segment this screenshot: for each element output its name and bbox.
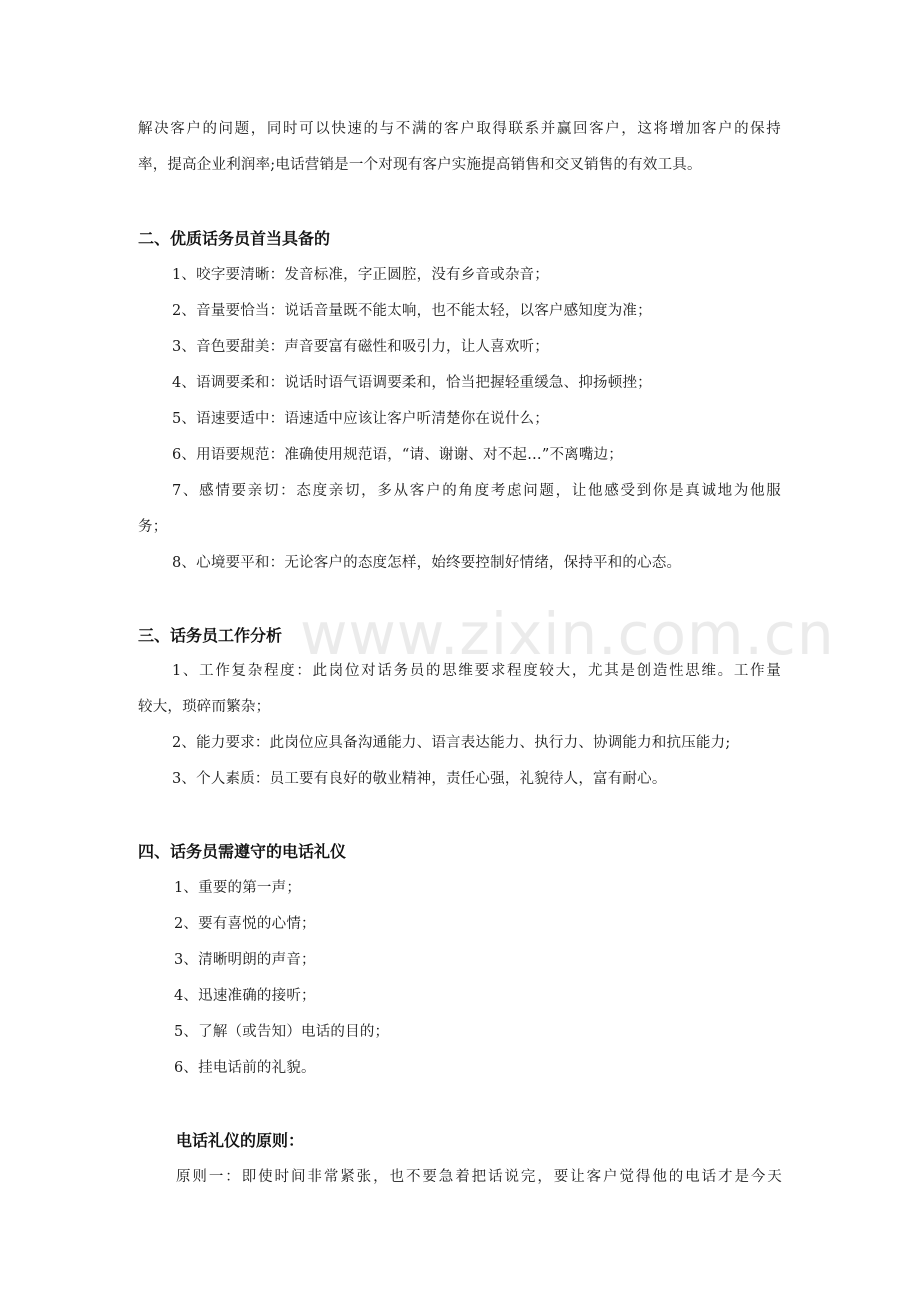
section-4-item: 5、了解（或告知）电话的目的； xyxy=(174,1024,390,1040)
section-4-item: 1、重要的第一声； xyxy=(174,880,302,896)
section-2-item: 6、用语要规范：准确使用规范语，“请、谢谢、对不起…”不离嘴边； xyxy=(172,447,623,463)
section-3-item-continuation: 较大，琐碎而繁杂； xyxy=(138,699,271,715)
section-4-heading: 四、话务员需遵守的电话礼仪 xyxy=(138,842,347,861)
section-3-item: 3、个人素质：员工要有良好的敬业精神，责任心强，礼貌待人，富有耐心。 xyxy=(172,771,667,787)
section-3-heading: 三、话务员工作分析 xyxy=(138,626,283,645)
principles-heading: 电话礼仪的原则： xyxy=(176,1131,305,1150)
section-4-item: 6、挂电话前的礼貌。 xyxy=(174,1060,316,1076)
section-4-item: 4、迅速准确的接听； xyxy=(174,988,316,1004)
section-2-item: 2、音量要恰当：说话音量既不能太响，也不能太轻，以客户感知度为准； xyxy=(172,303,652,319)
watermark: www.zixin.com.cn xyxy=(300,600,835,668)
section-2-item: 1、咬字要清晰：发音标准，字正圆腔，没有乡音或杂音； xyxy=(172,267,549,283)
section-4-item: 3、清晰明朗的声音； xyxy=(174,952,316,968)
section-2-item: 4、语调要柔和：说话时语气语调要柔和，恰当把握轻重缓急、抑扬顿挫； xyxy=(172,375,652,391)
section-3-item: 1、工作复杂程度：此岗位对话务员的思维要求程度较大，尤其是创造性思维。工作量 xyxy=(172,663,781,679)
section-2-item: 5、语速要适中：语速适中应该让客户听清楚你在说什么； xyxy=(172,411,549,427)
intro-line-1: 解决客户的问题，同时可以快速的与不满的客户取得联系并赢回客户，这将增加客户的保持 xyxy=(138,121,781,137)
section-2-heading: 二、优质话务员首当具备的 xyxy=(138,229,331,248)
section-3-item: 2、能力要求：此岗位应具备沟通能力、语言表达能力、执行力、协调能力和抗压能力; xyxy=(172,735,731,751)
section-2-item: 7、感情要亲切：态度亲切，多从客户的角度考虑问题，让他感受到你是真诚地为他服 xyxy=(172,483,781,499)
section-2-item: 8、心境要平和：无论客户的态度怎样，始终要控制好情绪，保持平和的心态。 xyxy=(172,555,682,571)
section-2-item-continuation: 务； xyxy=(138,519,168,535)
principles-line-1: 原则一：即使时间非常紧张，也不要急着把话说完，要让客户觉得他的电话才是今天 xyxy=(176,1169,782,1185)
intro-line-2: 率，提高企业利润率;电话营销是一个对现有客户实施提高销售和交叉销售的有效工具。 xyxy=(138,157,702,173)
section-2-item: 3、音色要甜美：声音要富有磁性和吸引力，让人喜欢听； xyxy=(172,339,549,355)
section-4-item: 2、要有喜悦的心情； xyxy=(174,916,316,932)
